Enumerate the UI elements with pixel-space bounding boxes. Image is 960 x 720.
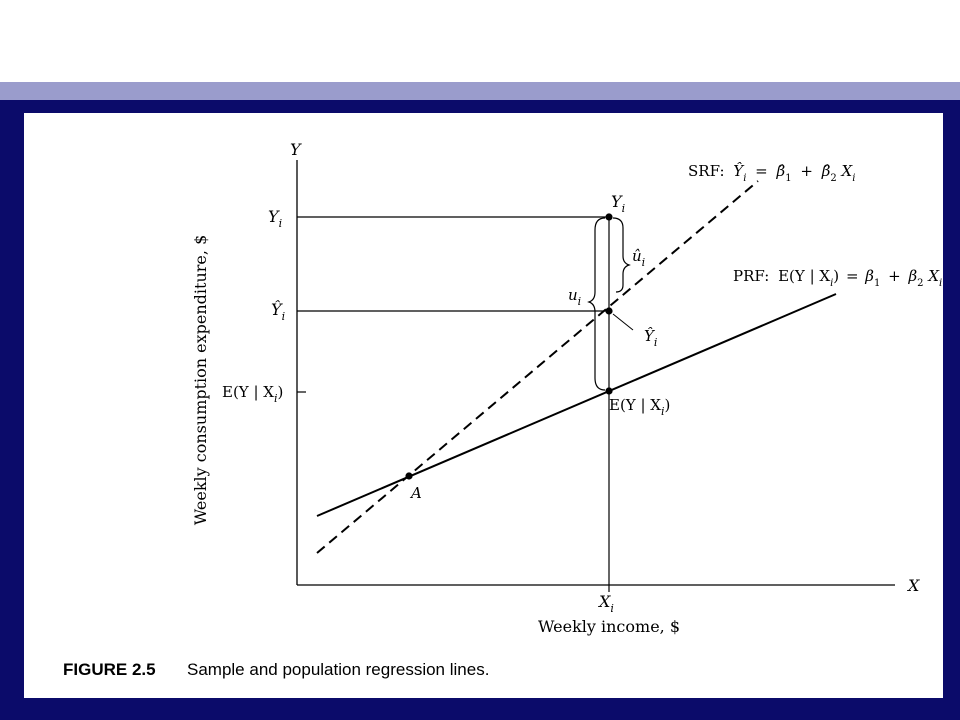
x-axis-letter: X [908,576,920,595]
label-point-eyx: E(Y | $X_i$) [609,396,671,418]
tick-label-yi: $Y_i$ [268,207,283,230]
point-yi [605,213,612,220]
uhat-brace [613,218,629,292]
point-a [405,472,412,479]
u-brace [589,218,605,390]
y-axis-label: Weekly consumption expenditure, $ [191,234,210,526]
yhat-pointer [613,314,633,330]
label-point-yhat: $Ŷ_i$ [644,327,658,349]
label-point-a: A [411,484,422,502]
prf-equation: PRF: E(Y | $X_i$) = $\beta_1$ + $\beta_2$ $X_i$ [733,267,943,289]
y-axis-letter: Y [290,140,301,159]
label-point-yi: $Y_i$ [611,192,626,215]
x-axis-label: Weekly income, $ [537,617,681,636]
tick-label-yhat: $Ŷ_i$ [271,300,286,323]
srf-line [317,181,758,553]
figure-caption-text: Sample and population regression lines. [187,660,490,679]
point-eyx [605,387,612,394]
tick-label-eyx: E(Y | $X_i$) [222,383,284,405]
srf-equation: SRF: $Ŷ_i$ = $\betâ_1$ + $\betâ_2$ $X_i$ [688,162,856,184]
point-yhat [605,307,612,314]
figure-number: FIGURE 2.5 [63,660,156,679]
label-u: $u_i$ [568,286,582,308]
tick-label-xi: $X_i$ [599,592,614,615]
figure-caption [63,660,489,680]
label-uhat: $û_i$ [632,247,646,269]
prf-line [317,294,836,516]
